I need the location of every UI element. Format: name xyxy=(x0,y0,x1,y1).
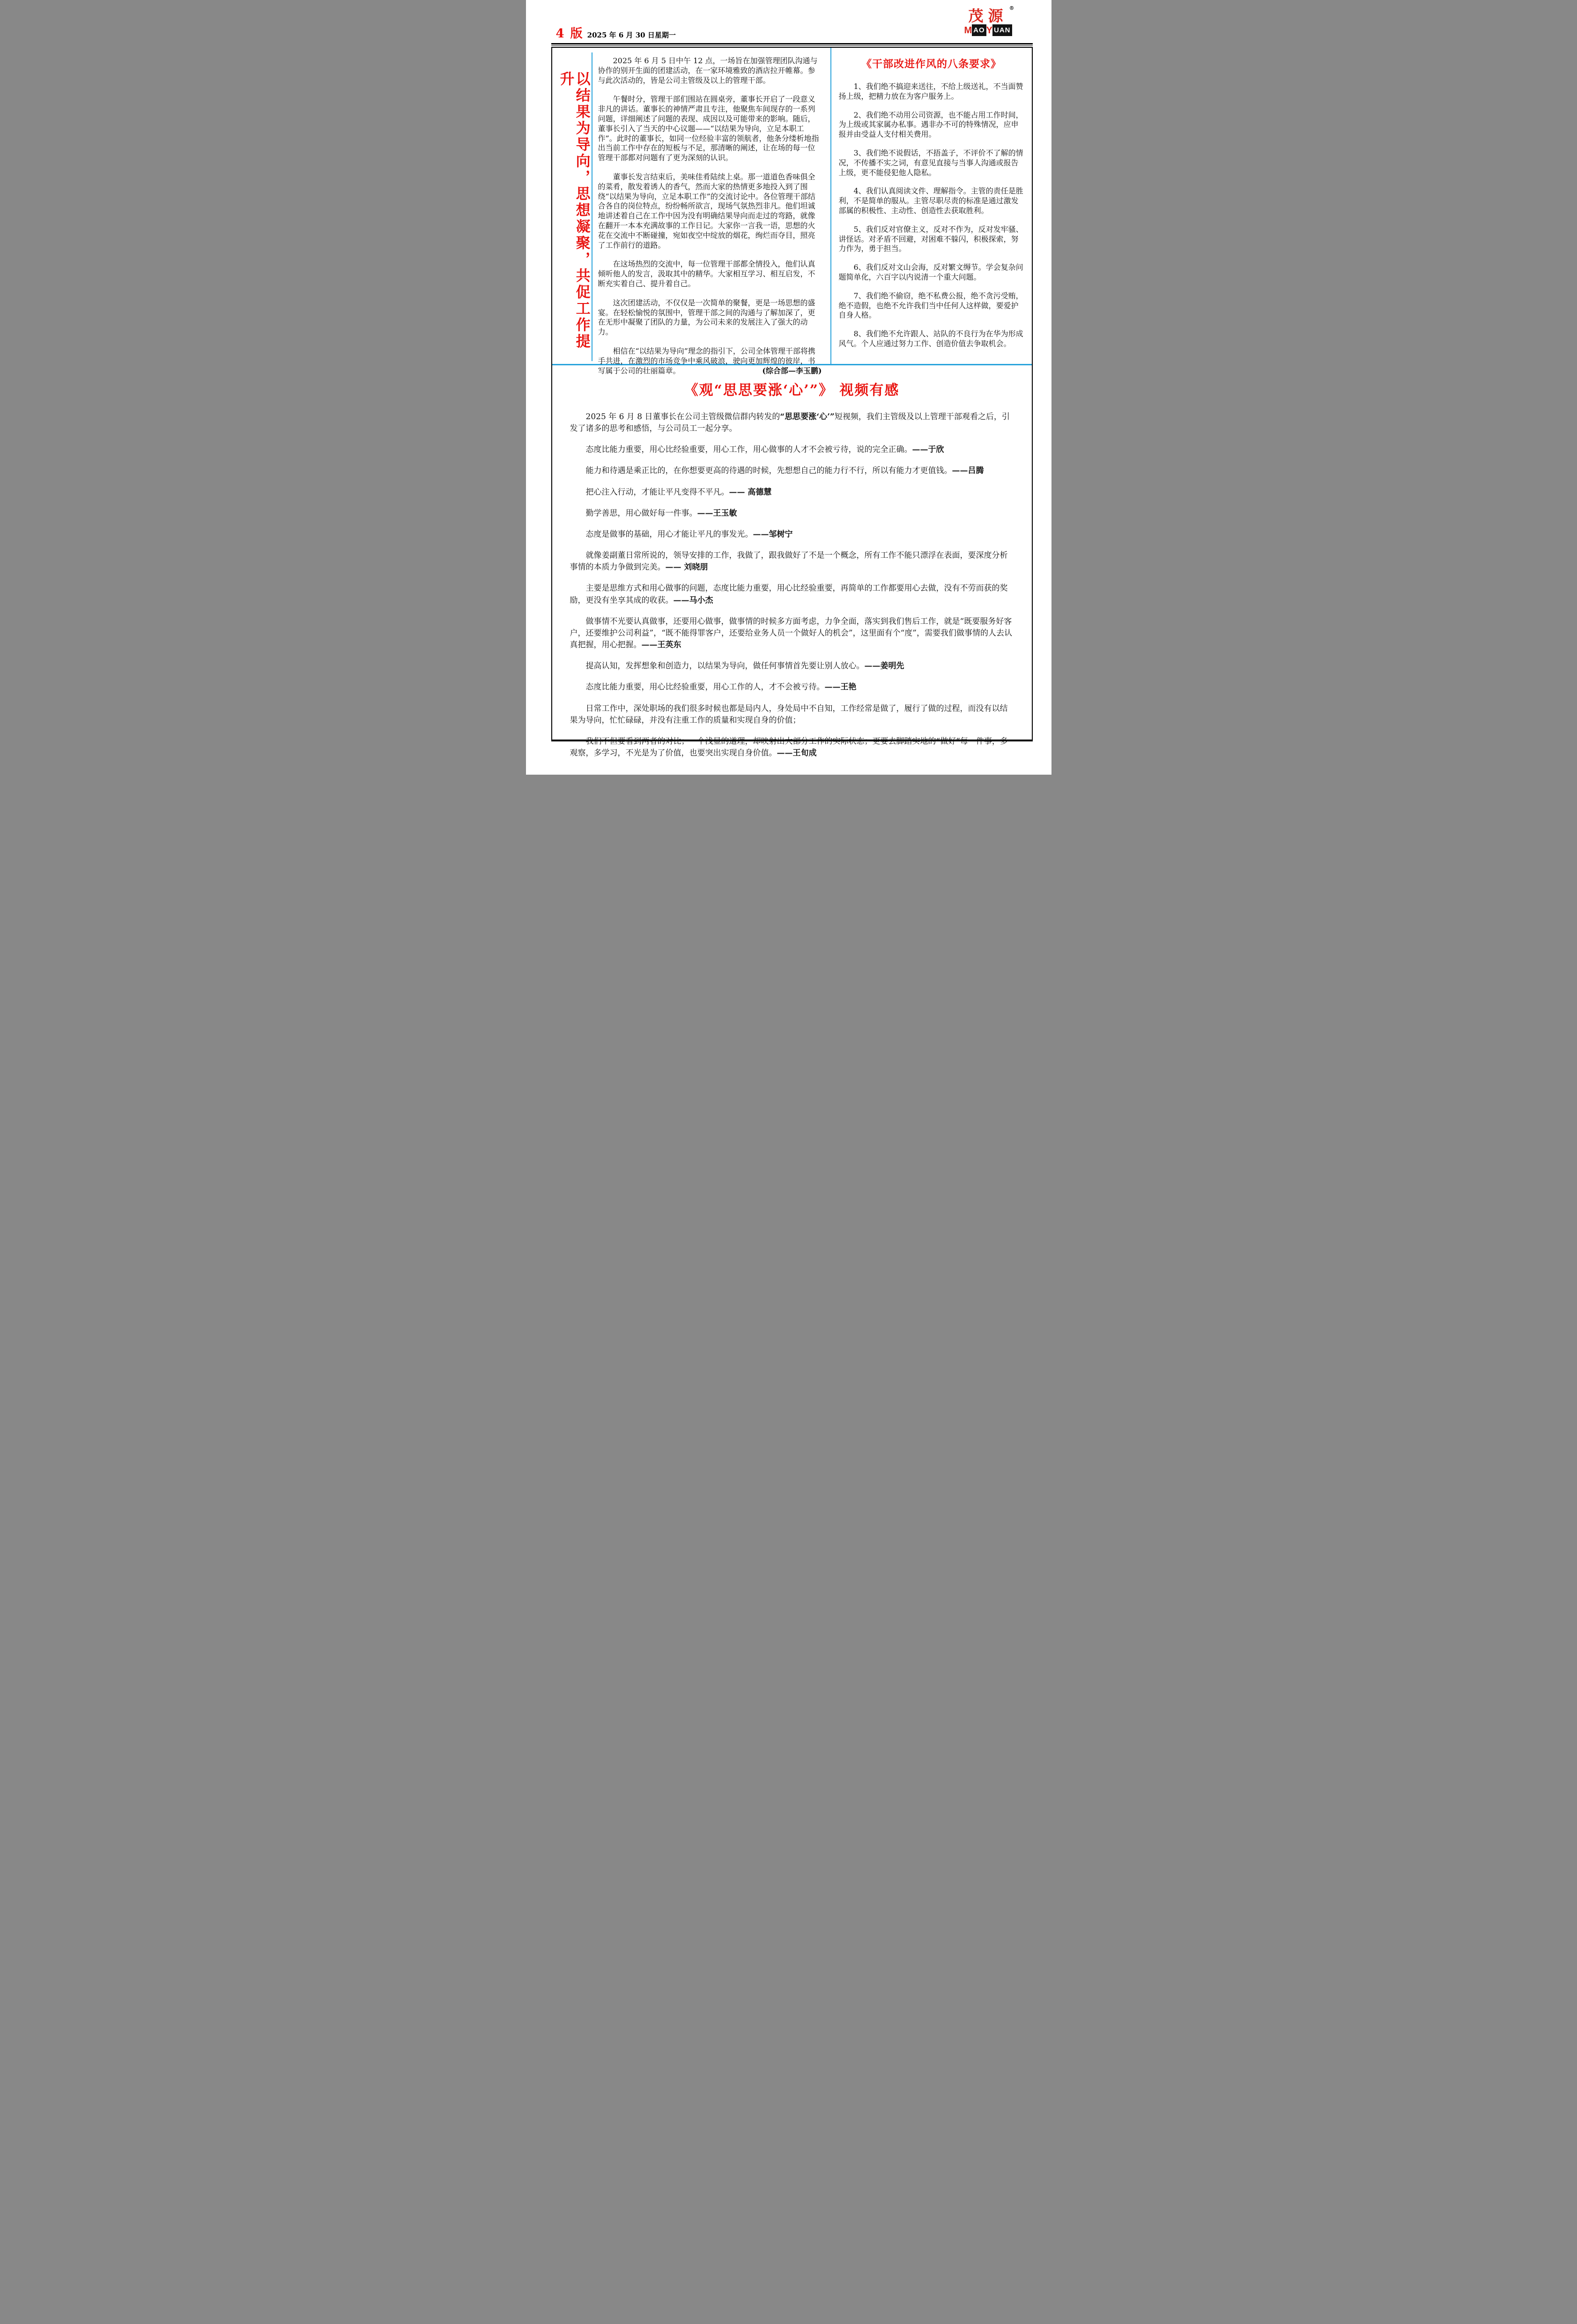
article-paragraph: 午餐时分，管理干部们围站在圆桌旁，董事长开启了一段意义非凡的讲话。董事长的神情严肃且专注，他聚焦车间现存的一系列问题，详细阐述了问题的表现、成因以及可能带来的影响。随后，董事长引入了当天的中心议题——“以结果为导向，立足本职工作”。此时的董事长，如同一位经验丰富的领航者，他条分缕析地指出当前工作中存在的短板与不足，那清晰的阐述，让在场的每一位管理干部都对问题有了更为深刻的认识。 xyxy=(598,95,819,163)
quote-item xyxy=(570,529,1014,540)
logo-block-uan: UAN xyxy=(992,24,1012,36)
quote-author: 高德慧 xyxy=(748,487,772,497)
company-logo xyxy=(958,5,1019,36)
quote-author: 王艳 xyxy=(840,682,857,692)
quote-item xyxy=(570,703,1014,726)
quote-dash: —— xyxy=(697,508,713,518)
header-divider-rule xyxy=(551,43,1033,44)
closing-text: 相信在“以结果为导向”理念的指引下，公司全体管理干部将携手共进，在激烈的市场竞争中乘风破浪，驶向更加辉煌的彼岸，书写属于公司的壮丽篇章。 xyxy=(598,346,815,375)
quote-item xyxy=(570,736,1014,759)
quotes-list xyxy=(570,444,1014,759)
quote-text: 态度比能力重要，用心比经验重要，用心工作，用心做事的人才不会被亏待，说的完全正确。 xyxy=(585,445,912,455)
quote-dash: —— xyxy=(912,445,928,455)
requirement-item: 4、我们认真阅读文件、理解指令。主管的责任是胜利，不是简单的服从。主管尽职尽责的标准是通过激发部属的积极性、主动性、创造性去获取胜利。 xyxy=(838,186,1023,215)
newspaper-page xyxy=(526,0,1051,775)
quote-item xyxy=(570,616,1014,651)
logo-latin-row xyxy=(958,24,1019,36)
intro-prefix: 2025 年 6 月 8 日董事长在公司主管级微信群内转发的 xyxy=(585,412,780,422)
requirement-item: 1、我们绝不搞迎来送往，不给上级送礼，不当面赞扬上级，把精力放在为客户服务上。 xyxy=(838,82,1023,101)
content-frame xyxy=(551,47,1033,758)
video-reflections-intro xyxy=(570,411,1014,435)
quote-item xyxy=(570,660,1014,672)
quote-text: 我们不但要看到两者的对比；一个浅显的道理，却映射出大部分工作的实际状态；更要去脚踏实地的“做好”每一件事，多观察，多学习，不光是为了价值，也要突出实现自身价值。 xyxy=(570,736,1008,758)
logo-letter-m: M xyxy=(964,25,972,36)
quote-item xyxy=(570,487,1014,498)
article-paragraph: 这次团建活动，不仅仅是一次简单的聚餐，更是一场思想的盛宴。在轻松愉悦的氛围中，管理干部之间的沟通与了解加深了，更在无形中凝聚了团队的力量，为公司未来的发展注入了强大的动力。 xyxy=(598,298,815,337)
article-paragraph-list xyxy=(598,56,822,337)
requirement-item: 7、我们绝不偷窃，绝不私费公报，绝不贪污受贿，绝不造假，也绝不允许我们当中任何人这样做，要爱护自身人格。 xyxy=(838,291,1023,320)
edition-number: 4 版 xyxy=(555,27,584,41)
quote-dash: —— xyxy=(641,640,658,650)
quote-dash: —— xyxy=(673,595,689,605)
quote-text: 态度比能力重要，用心比经验重要，用心工作的人，才不会被亏待。 xyxy=(585,682,825,692)
video-reflections-title: 《观“思思要涨‘心’”》 视频有感 xyxy=(684,382,900,399)
registered-trademark-icon: ® xyxy=(1009,5,1014,11)
eight-requirements-article xyxy=(831,48,1032,364)
vertical-title-strip xyxy=(556,52,592,361)
quote-dash: —— xyxy=(952,466,968,476)
top-section xyxy=(552,48,1032,375)
quote-author: 邹树宁 xyxy=(769,529,793,539)
requirements-title: 《干部改进作风的八条要求》 xyxy=(861,58,1001,70)
quote-dash: —— xyxy=(864,661,881,671)
quote-author: 于欣 xyxy=(928,445,944,455)
quote-author: 姜明先 xyxy=(880,661,904,671)
quote-text: 提高认知，发挥想象和创造力，以结果为导向，做任何事情首先要让别人放心。 xyxy=(585,661,865,671)
quote-author: 马小杰 xyxy=(689,595,713,605)
quote-dash: —— xyxy=(824,682,841,692)
quote-dash: —— xyxy=(777,748,793,758)
requirement-item: 5、我们反对官僚主义，反对不作为，反对发牢骚、讲怪话。对矛盾不回避，对困难不躲闪，积极探索，努力作为，勇于担当。 xyxy=(838,224,1023,253)
quote-text: 做事情不光要认真做事，还要用心做事，做事情的时候多方面考虑，力争全面，落实到我们售后工作，就是“既要服务好客户，还要维护公司利益”，“既不能得罪客户，还要给业务人员一个做好人的机会”，这里面有个“度”，需要我们做事情的人去认真把握，用心把握。 xyxy=(570,616,1012,650)
quote-text: 就像姜副董日常所说的，领导安排的工作，我做了，跟我做好了不是一个概念，所有工作不能只漂浮在表面，要深度分析事情的本质力争做到完美。 xyxy=(570,551,1008,572)
quote-item xyxy=(570,444,1014,456)
logo-chinese-row xyxy=(968,5,1014,25)
quote-author: 王旬成 xyxy=(792,748,817,758)
requirement-item: 3、我们绝不说假话，不捂盖子，不评价不了解的情况，不传播不实之词，有意见直接与当事人沟通或报告上级，更不能侵犯他人隐私。 xyxy=(838,148,1023,177)
logo-chinese-text: 茂源 xyxy=(968,7,1008,25)
logo-letter-y: Y xyxy=(986,25,992,36)
article-paragraph: 2025 年 6 月 5 日中午 12 点，一场旨在加强管理团队沟通与协作的别开生面的团建活动，在一家环境雅致的酒店拉开帷幕。参与此次活动的，皆是公司主管级及以上的管理干部。 xyxy=(598,56,818,85)
quote-author: 吕腾 xyxy=(968,466,984,476)
quote-item xyxy=(570,681,1014,693)
logo-block-ao: AO xyxy=(972,24,986,36)
article-byline: (综合部—李玉鹏) xyxy=(762,366,822,375)
requirement-item: 2、我们绝不动用公司资源，也不能占用工作时间，为上级或其家属办私事。遇非办不可的特殊情况，应申报并由受益人支付相关费用。 xyxy=(838,110,1023,139)
quote-text: 勤学善思，用心做好每一件事。 xyxy=(585,508,697,518)
video-reflections-article xyxy=(552,365,1032,759)
article-paragraph: 董事长发言结束后，美味佳肴陆续上桌。那一道道色香味俱全的菜肴，散发着诱人的香气，然而大家的热情更多地投入到了围绕“以结果为导向，立足本职工作”的交流讨论中。各位管理干部结合各自的岗位特点，纷纷畅所欲言，现场气氛热烈非凡。他们坦诚地讲述着自己在工作中因为没有明确结果导向而走过的弯路，就像在翻开一本本充满故事的工作日记。大家你一言我一语，思想的火花在交流中不断碰撞，宛如夜空中绽放的烟花，绚烂而夺目，照亮了工作前行的道路。 xyxy=(598,172,815,250)
requirements-list xyxy=(839,82,1024,349)
quote-dash: —— xyxy=(729,487,748,497)
quote-dash: —— xyxy=(753,529,769,539)
team-building-article xyxy=(552,48,831,375)
quote-item xyxy=(570,583,1014,606)
quote-item xyxy=(570,508,1014,519)
quote-item xyxy=(570,550,1014,573)
quote-text: 态度是做事的基础，用心才能让平凡的事发光。 xyxy=(585,529,753,539)
quote-author: 王英东 xyxy=(657,640,681,650)
intro-suffix: 短视频，我们主管级及以上管理干部观看之后，引发了诸多的思考和感悟，与公司员工一起分享。 xyxy=(570,412,1010,434)
article-closing-paragraph xyxy=(598,347,822,376)
vertical-article-title: 以结果为导向，思想凝聚，共促工作提升 xyxy=(557,71,590,350)
requirement-item: 6、我们反对文山会海，反对繁文缛节。学会复杂问题简单化，六百字以内说清一个重大问题。 xyxy=(838,263,1023,281)
quote-author: 王玉敏 xyxy=(713,508,737,518)
intro-video-name: “思思要涨‘心’” xyxy=(780,412,835,422)
article-paragraph: 在这场热烈的交流中，每一位管理干部都全情投入，他们认真倾听他人的发言，汲取其中的精华。大家相互学习、相互启发，不断充实着自己、提升着自己。 xyxy=(598,259,815,288)
requirement-item: 8、我们绝不允许跟人、站队的不良行为在华为形成风气。个人应通过努力工作、创造价值去争取机会。 xyxy=(838,329,1023,348)
quote-dash: —— xyxy=(665,562,684,572)
page-header xyxy=(551,5,1033,42)
quote-text: 把心注入行动，才能让平凡变得不平凡。 xyxy=(585,487,729,497)
quote-text: 能力和待遇是乘正比的，在你想要更高的待遇的时候，先想想自己的能力行不行，所以有能力才更值钱。 xyxy=(585,466,952,476)
quote-text: 主要是思维方式和用心做事的问题，态度比能力重要，用心比经验重要，再简单的工作都要用心去做，没有不劳而获的奖励，更没有坐享其成的收获。 xyxy=(570,584,1008,605)
publication-date: 2025 年 6 月 30 日星期一 xyxy=(587,31,676,39)
edition-line xyxy=(556,24,676,41)
article-body xyxy=(592,52,828,375)
quote-text: 日常工作中，深处职场的我们很多时候也都是局内人，身处局中不自知，工作经常是做了，履行了做的过程，而没有以结果为导向，忙忙碌碌，并没有注重工作的质量和实现自身的价值； xyxy=(570,703,1008,725)
quote-author: 刘晓朋 xyxy=(684,562,708,572)
quote-item xyxy=(570,465,1014,477)
